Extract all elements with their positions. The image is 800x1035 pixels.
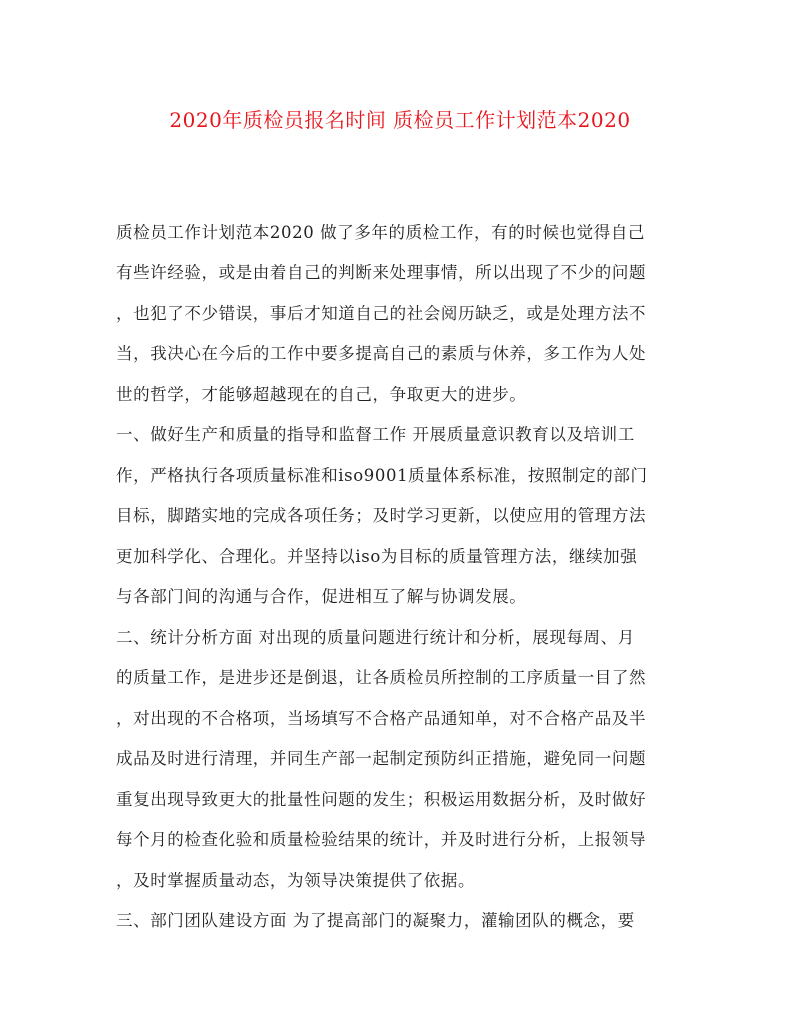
body-line: 质检员工作计划范本2020 做了多年的质检工作，有的时候也觉得自己 (116, 223, 646, 242)
body-line: 作，严格执行各项质量标准和iso9001质量体系标准，按照制定的部门 (116, 466, 648, 485)
body-line: 有些许经验，或是由着自己的判断来处理事情，所以出现了不少的问题 (116, 263, 647, 282)
body-line: 更加科学化、合理化。并坚持以iso为目标的质量管理方法，继续加强 (116, 547, 638, 566)
body-line: 世的哲学，才能够超越现在的自己，争取更大的进步。 (116, 385, 527, 404)
body-line: ，也犯了不少错误，事后才知道自己的社会阅历缺乏，或是处理方法不 (116, 304, 647, 323)
body-line: 当，我决心在今后的工作中要多提高自己的素质与休养，多工作为人处 (116, 344, 647, 363)
body-line: ，及时掌握质量动态，为领导决策提供了依据。 (116, 871, 476, 890)
body-line: 三、部门团队建设方面 为了提高部门的凝聚力，灌输团队的概念，要 (116, 911, 635, 930)
body-line: 二、统计分析方面 对出现的质量问题进行统计和分析，展现每周、月 (116, 628, 635, 647)
body-line: 一、做好生产和质量的指导和监督工作 开展质量意识教育以及培训工 (116, 425, 635, 444)
body-line: 与各部门间的沟通与合作，促进相互了解与协调发展。 (116, 587, 527, 606)
body-line: 的质量工作，是进步还是倒退，让各质检员所控制的工序质量一目了然 (116, 668, 647, 687)
body-line: ，对出现的不合格项，当场填写不合格产品通知单，对不合格产品及半 (116, 709, 647, 728)
document-title: 2020年质检员报名时间 质检员工作计划范本2020 (169, 108, 631, 132)
body-line: 重复出现导致更大的批量性问题的发生；积极运用数据分析，及时做好 (116, 790, 647, 809)
body-line: 目标，脚踏实地的完成各项任务；及时学习更新，以使应用的管理方法 (116, 506, 647, 525)
body-line: 成品及时进行清理，并同生产部一起制定预防纠正措施，避免同一问题 (116, 749, 647, 768)
body-line: 每个月的检查化验和质量检验结果的统计，并及时进行分析，上报领导 (116, 830, 647, 849)
